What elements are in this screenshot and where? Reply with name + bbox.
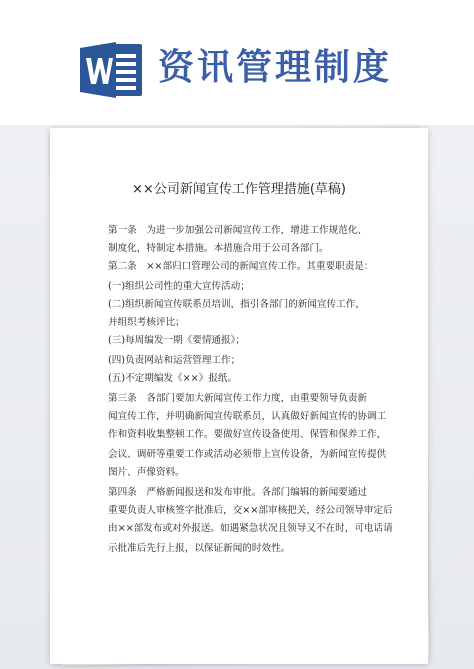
doc-line: 第三条 各部门要加大新闻宣传工作力度，由重要领导负责新 <box>108 393 368 404</box>
doc-line: (二)组织新闻宣传联系员培训，指引各部门的新闻宣传工作， <box>108 299 365 310</box>
doc-line: 图片、声像资料。 <box>108 467 185 478</box>
document-page <box>50 128 428 664</box>
doc-line: 作和资料收集整顿工作。要做好宣传设备使用、保管和保养工作， <box>108 429 387 440</box>
doc-line: 会议、调研等重要工作或活动必须带上宣传设备，为新闻宣传提供 <box>108 449 387 460</box>
doc-line: (四)负责网站和运营管理工作； <box>108 355 241 366</box>
doc-line: 制度化，特制定本措施。本措施合用于公司各部门。 <box>108 243 329 254</box>
doc-line: (三)每周编发一期《要情通报》； <box>108 335 245 346</box>
doc-line: 第四条 严格新闻报送和发布审批。各部门编辑的新闻要通过 <box>108 487 368 498</box>
word-icon <box>80 40 144 100</box>
doc-line: (一)组织公司性的重大宣传活动； <box>108 281 250 292</box>
doc-line: 重要负责人审核签字批准后，交××部审核把关，经公司领导审定后 <box>108 505 393 516</box>
page-header <box>0 0 474 125</box>
doc-line: 闻宣传工作，并明确新闻宣传联系员，认真做好新闻宣传的协调工 <box>108 411 387 422</box>
doc-line: (五)不定期编发《××》报纸。 <box>108 373 238 384</box>
header-title: 资讯管理制度 <box>158 47 393 88</box>
doc-line: 第一条 为进一步加强公司新闻宣传工作，增进工作规范化、 <box>108 225 368 236</box>
document-title: ××公司新闻宣传工作管理措施(草稿) <box>132 182 346 197</box>
doc-line: 并组织考核评比； <box>108 317 185 328</box>
doc-line: 示批准后先行上报，以保证新闻的时效性。 <box>108 543 291 554</box>
doc-line: 由××部发布或对外报送。如遇紧急状况且领导又不在时，可电话请 <box>108 523 393 534</box>
doc-line: 第二条 ××部归口管理公司的新闻宣传工作。其重要职责是： <box>108 261 374 272</box>
